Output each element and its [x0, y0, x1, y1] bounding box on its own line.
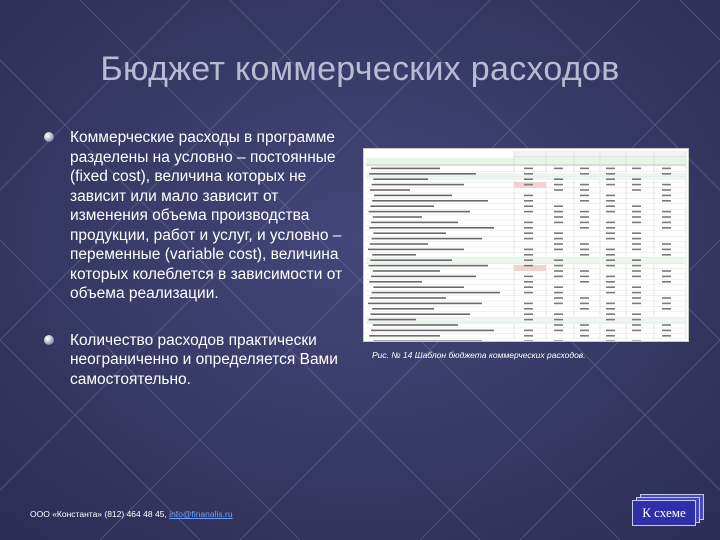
slide-title: Бюджет коммерческих расходов	[100, 50, 620, 88]
budget-template-screenshot	[363, 148, 689, 342]
bullet-list	[42, 128, 352, 389]
footer-company: ООО «Константа» (812) 464 48 45,	[30, 509, 170, 519]
bullet-item	[42, 331, 352, 390]
bullet-icon	[44, 132, 54, 142]
bullet-icon	[44, 335, 54, 345]
footer	[30, 509, 233, 519]
to-scheme-button[interactable]	[632, 494, 702, 524]
bullet-text: Коммерческие расходы в программе разделены на условно – постоянные (fixed cost), величина которых не зависит или мало зависит от изменения объема производства продукции, работ и услуг, и условно – переменные (variable cost), величина которых колеблется в зависимости от объема реализации.	[70, 129, 343, 302]
spreadsheet-thumbnail	[364, 149, 688, 341]
footer-email-link[interactable]: info@finanalis.ru	[169, 509, 233, 519]
bullet-item	[42, 128, 352, 304]
bullet-text: Количество расходов практически неограниченно и определяется Вами самостоятельно.	[70, 331, 338, 388]
figure-caption: Рис. № 14 Шаблон бюджета коммерческих расходов.	[372, 350, 586, 360]
button-face[interactable]	[632, 500, 696, 526]
to-scheme-label: К схеме	[642, 505, 686, 520]
